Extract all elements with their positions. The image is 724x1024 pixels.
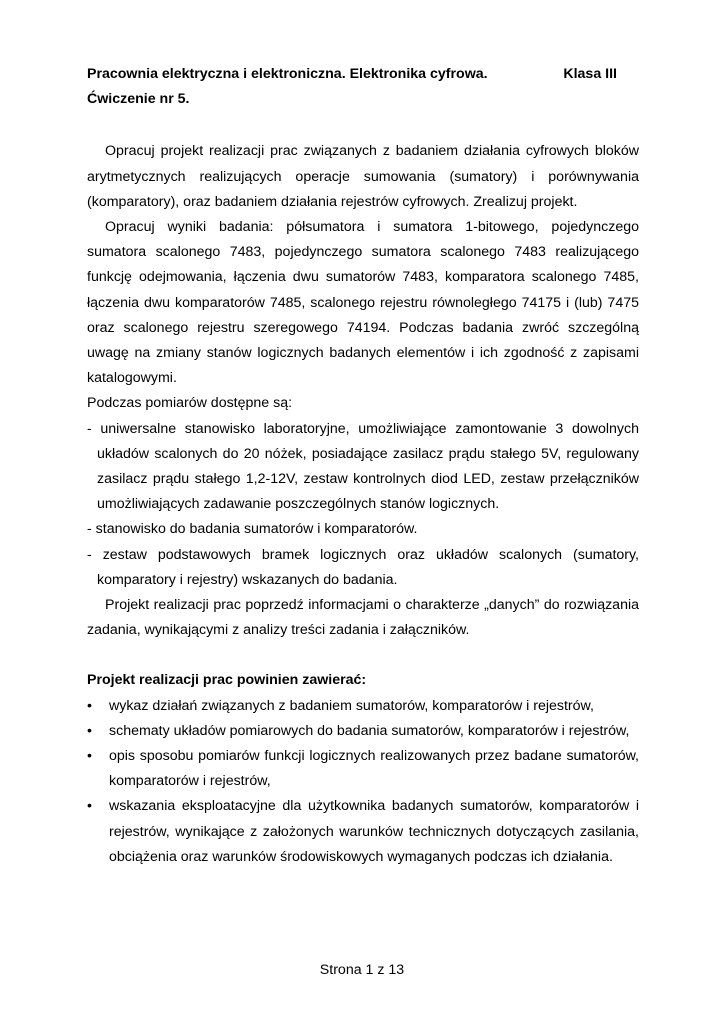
list-item: [87, 744, 639, 794]
paragraph-intro: Opracuj projekt realizacji prac związanych z badaniem działania cyfrowych bloków arytmetycznych realizujących operacje sumowania (sumatory) i porównywania (komparatory), oraz badaniem działania rejestrów cyfrowych. Zrealizuj projekt.: [87, 143, 639, 210]
requirements-list: [87, 694, 639, 870]
paragraph-preface: Projekt realizacji prac poprzedź informacjami o charakterze „danych” do rozwiązania zadania, wynikającymi z analizy treści zadania i załączników.: [87, 597, 639, 639]
list-item: [87, 794, 639, 870]
list-item: [87, 719, 639, 744]
dash-item-test-station: - stanowisko do badania sumatorów i komparatorów.: [87, 521, 418, 538]
dash-item-station: - uniwersalne stanowisko laboratoryjne, umożliwiające zamontowanie 3 dowolnych układów scalonych do 20 nóżek, posiadające zasilacz prądu stałego 5V, regulowany zasilacz prądu stałego 1,2-12V, zestaw kontrolnych diod LED, zestaw przełączników umożliwiających zadawanie poszczególnych stanów logicznych.: [87, 420, 639, 513]
list-item: [87, 694, 639, 719]
list-item-text: schematy układów pomiarowych do badania sumatorów, komparatorów i rejestrów,: [109, 722, 630, 739]
document-title: Pracownia elektryczna i elektroniczna. Elektronika cyfrowa.: [87, 66, 488, 82]
section-heading: Projekt realizacji prac powinien zawierać:: [87, 672, 367, 689]
bullet-icon: •: [87, 798, 92, 815]
list-item-text: opis sposobu pomiarów funkcji logicznych realizowanych przez badane sumatorów, komparatorów i rejestrów,: [109, 748, 639, 790]
header-line: [87, 62, 617, 87]
page-number: Strona 1 z 13: [319, 962, 405, 978]
bullet-icon: •: [87, 722, 92, 739]
list-item-text: wskazania eksploatacyjne dla użytkownika badanych sumatorów, komparatorów i rejestrów, wynikające z założonych warunków technicznych dotyczących zasilania, obciążenia oraz warunków środowiskowych wymaganych podczas ich działania.: [109, 798, 639, 865]
paragraph-available: Podczas pomiarów dostępne są:: [87, 395, 293, 412]
dash-item-gates: - zestaw podstawowych bramek logicznych oraz układów scalonych (sumatory, komparatory i rejestry) wskazanych do badania.: [87, 546, 639, 588]
bullet-icon: •: [87, 748, 92, 765]
class-label: Klasa III: [563, 66, 617, 82]
document-page: [87, 62, 639, 870]
list-item-text: wykaz działań związanych z badaniem sumatorów, komparatorów i rejestrów,: [109, 697, 594, 714]
bullet-icon: •: [87, 697, 92, 714]
exercise-number: Ćwiczenie nr 5.: [87, 91, 190, 108]
paragraph-results: Opracuj wyniki badania: półsumatora i sumatora 1-bitowego, pojedynczego sumatora scalonego 7483, pojedynczego sumatora scalonego 7483 realizującego funkcję odejmowania, łączenia dwu sumatorów 7483, komparatora scalonego 7485, łączenia dwu komparatorów 7485, scalonego rejestru równoległego 74175 i (lub) 7475 oraz scalonego rejestru szeregowego 74194. Podczas badania zwróć szczególną uwagę na zmiany stanów logicznych badanych elementów i ich zgodność z zapisami katalogowymi.: [87, 219, 639, 387]
